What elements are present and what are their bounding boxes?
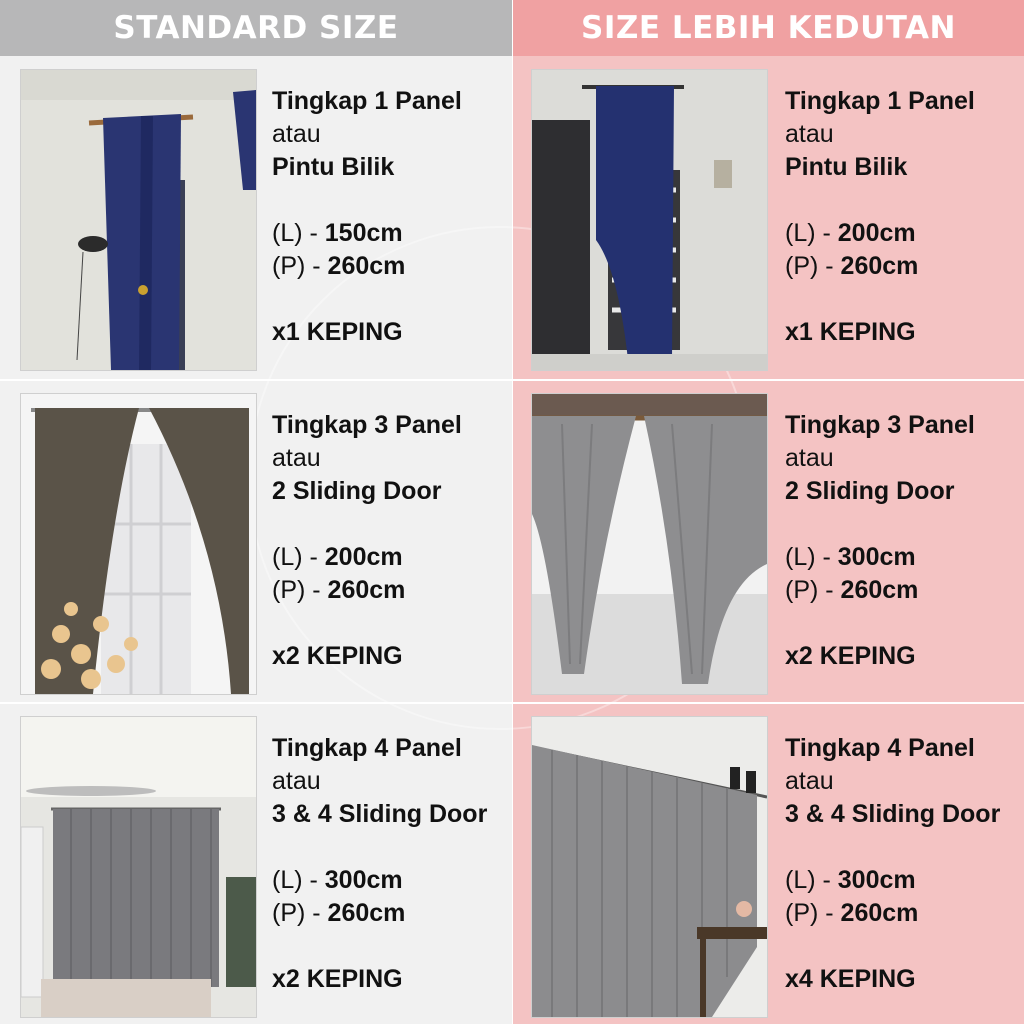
width-label: (L) - bbox=[785, 866, 838, 894]
width-label: (L) - bbox=[272, 543, 325, 571]
height-value: 260cm bbox=[840, 252, 919, 280]
standard-row-3 bbox=[0, 704, 512, 1026]
quantity: x2 KEPING bbox=[272, 965, 403, 993]
door-type: Pintu Bilik bbox=[785, 153, 908, 181]
size-lebih-kedutan-header: SIZE LEBIH KEDUTAN bbox=[513, 0, 1024, 56]
size-details bbox=[272, 85, 510, 349]
height-label: (P) - bbox=[785, 576, 841, 604]
width-label: (L) - bbox=[785, 219, 838, 247]
curtain-photo-4-panel-standard bbox=[20, 716, 257, 1018]
width-value: 200cm bbox=[324, 543, 403, 571]
height-label: (P) - bbox=[785, 899, 841, 927]
quantity: x4 KEPING bbox=[785, 965, 916, 993]
or-label: atau bbox=[785, 767, 834, 795]
width-value: 150cm bbox=[324, 219, 403, 247]
quantity: x1 KEPING bbox=[785, 318, 916, 346]
standard-row-1 bbox=[0, 57, 512, 379]
width-value: 300cm bbox=[837, 543, 916, 571]
window-type: Tingkap 4 Panel bbox=[272, 734, 462, 762]
quantity: x2 KEPING bbox=[785, 642, 916, 670]
width-label: (L) - bbox=[272, 866, 325, 894]
or-label: atau bbox=[272, 120, 321, 148]
width-value: 300cm bbox=[324, 866, 403, 894]
width-label: (L) - bbox=[272, 219, 325, 247]
window-type: Tingkap 4 Panel bbox=[785, 734, 975, 762]
size-details bbox=[785, 409, 1023, 673]
height-value: 260cm bbox=[840, 576, 919, 604]
height-label: (P) - bbox=[272, 899, 328, 927]
kedutan-row-3 bbox=[513, 704, 1024, 1026]
curtain-photo-3-panel-standard bbox=[20, 393, 257, 695]
or-label: atau bbox=[785, 120, 834, 148]
height-value: 260cm bbox=[327, 899, 406, 927]
curtain-photo-4-panel-kedutan bbox=[531, 716, 768, 1018]
door-type: 3 & 4 Sliding Door bbox=[272, 800, 488, 828]
height-value: 260cm bbox=[327, 252, 406, 280]
height-label: (P) - bbox=[272, 252, 328, 280]
door-type: Pintu Bilik bbox=[272, 153, 395, 181]
size-details bbox=[272, 732, 510, 996]
door-type: 2 Sliding Door bbox=[785, 477, 955, 505]
height-value: 260cm bbox=[327, 576, 406, 604]
window-type: Tingkap 1 Panel bbox=[785, 87, 975, 115]
size-details bbox=[272, 409, 510, 673]
height-label: (P) - bbox=[272, 576, 328, 604]
window-type: Tingkap 3 Panel bbox=[785, 411, 975, 439]
size-details bbox=[785, 85, 1023, 349]
width-value: 300cm bbox=[837, 866, 916, 894]
door-type: 2 Sliding Door bbox=[272, 477, 442, 505]
or-label: atau bbox=[272, 444, 321, 472]
window-type: Tingkap 3 Panel bbox=[272, 411, 462, 439]
or-label: atau bbox=[272, 767, 321, 795]
quantity: x2 KEPING bbox=[272, 642, 403, 670]
height-value: 260cm bbox=[840, 899, 919, 927]
curtain-photo-1-panel-standard bbox=[20, 69, 257, 371]
standard-row-2 bbox=[0, 381, 512, 703]
curtain-photo-3-panel-kedutan bbox=[531, 393, 768, 695]
height-label: (P) - bbox=[785, 252, 841, 280]
width-label: (L) - bbox=[785, 543, 838, 571]
kedutan-row-2 bbox=[513, 381, 1024, 703]
width-value: 200cm bbox=[837, 219, 916, 247]
door-type: 3 & 4 Sliding Door bbox=[785, 800, 1001, 828]
curtain-photo-1-panel-kedutan bbox=[531, 69, 768, 371]
quantity: x1 KEPING bbox=[272, 318, 403, 346]
kedutan-row-1 bbox=[513, 57, 1024, 379]
size-details bbox=[785, 732, 1023, 996]
window-type: Tingkap 1 Panel bbox=[272, 87, 462, 115]
or-label: atau bbox=[785, 444, 834, 472]
standard-size-header: STANDARD SIZE bbox=[0, 0, 512, 56]
